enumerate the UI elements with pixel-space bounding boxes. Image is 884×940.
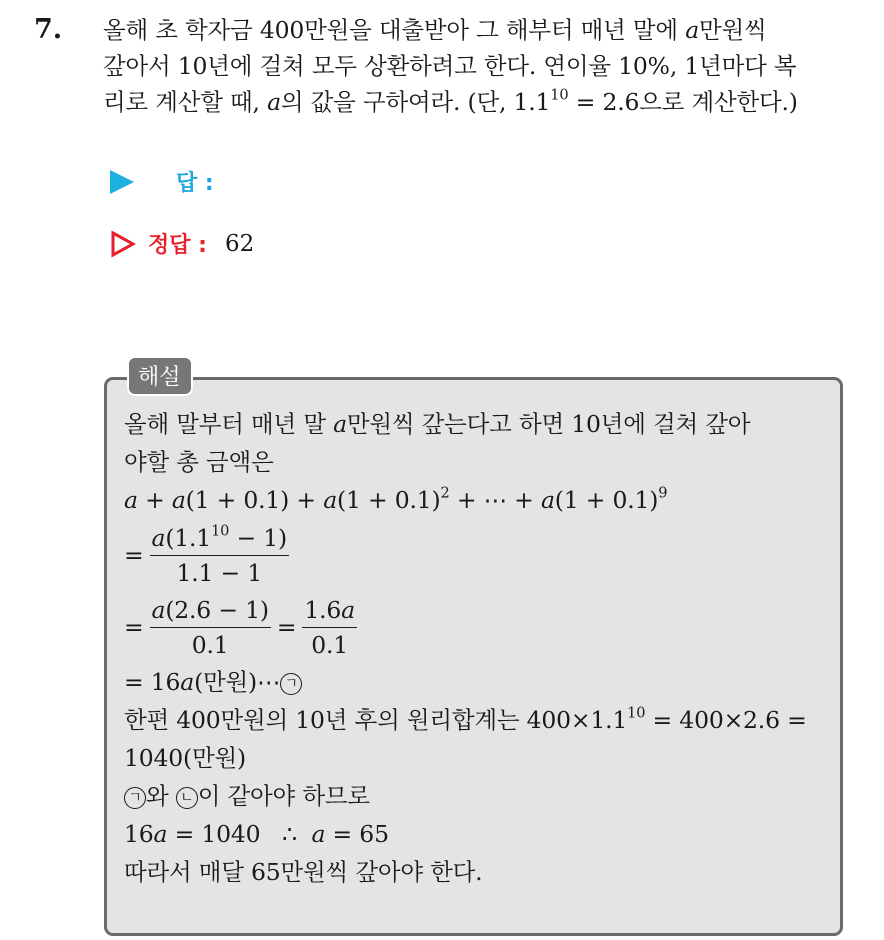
solution-line-equate	[124, 777, 834, 815]
answer-row	[110, 166, 214, 197]
solution-line-total: 1040(만원)	[124, 744, 246, 772]
fraction-step-2	[124, 591, 834, 663]
fraction	[150, 523, 289, 588]
exponent: 9	[658, 484, 668, 502]
fraction-numerator	[150, 595, 271, 628]
question-line-1-suffix: 만원씩	[699, 16, 767, 44]
math-text: +	[137, 486, 172, 514]
math-text: (1 + 0.1)	[337, 486, 441, 514]
question-text	[103, 12, 873, 120]
solution-line-1	[124, 405, 834, 443]
variable-a: a	[153, 820, 168, 848]
question-line-2: 갚아서 10년에 걸쳐 모두 상환하려고 한다. 연이율 10%, 1년마다 복	[103, 52, 797, 80]
variable-a: a	[341, 595, 355, 624]
correct-answer-value: 62	[224, 230, 255, 257]
solution-text: 이 같아야 하므로	[197, 782, 370, 810]
solution-line-result	[124, 663, 834, 701]
exponent: 10	[211, 522, 230, 540]
answer-label: 답 :	[176, 171, 214, 196]
variable-a: a	[540, 486, 555, 514]
fraction-denominator: 0.1	[191, 630, 229, 659]
question-number: 7.	[34, 14, 63, 45]
question-line-3-mid: 의 값을 구하여라. (단, 1.1	[280, 88, 551, 116]
equals-sign: =	[276, 613, 297, 641]
fraction-numerator	[302, 595, 357, 628]
series-expression	[124, 481, 834, 519]
correct-answer-row	[110, 228, 254, 259]
solution-tag: 해설	[127, 356, 193, 396]
solution-line-2: 야할 총 금액은	[124, 448, 274, 476]
solution-content	[124, 405, 834, 891]
correct-answer-label: 정답 :	[148, 233, 207, 258]
question-line-3-suffix: = 2.6으로 계산한다.)	[568, 88, 798, 116]
variable-a: a	[685, 16, 700, 44]
question-line-1	[103, 12, 873, 48]
variable-a: a	[124, 486, 138, 514]
math-text: (1 + 0.1) +	[185, 486, 324, 514]
exponent: 2	[440, 484, 450, 502]
math-text: = 16	[124, 668, 181, 696]
fraction-denominator: 1.1 − 1	[176, 558, 263, 587]
solution-conclusion: 따라서 매달 65만원씩 갚아야 한다.	[124, 858, 483, 886]
circled-mark-nieun: ㄴ	[176, 787, 198, 809]
play-triangle-icon	[110, 170, 134, 194]
fraction-step-1	[124, 519, 834, 591]
math-text: 16	[124, 820, 154, 848]
variable-a: a	[267, 88, 281, 116]
variable-a: a	[151, 523, 166, 552]
solution-text: 올해 말부터 매년 말	[124, 410, 334, 438]
solution-text: 한편 400만원의 10년 후의 원리합계는 400×1.1	[124, 706, 628, 734]
fraction-denominator: 0.1	[311, 630, 348, 659]
question-line-3	[103, 84, 873, 120]
math-text: + ⋯ +	[449, 486, 541, 514]
exponent: 10	[550, 86, 569, 104]
outline-triangle-icon	[110, 230, 136, 258]
variable-a: a	[151, 595, 166, 624]
variable-a: a	[311, 820, 326, 848]
math-text: (1 + 0.1)	[554, 486, 659, 514]
math-text: (1.1	[165, 523, 212, 552]
fraction-numerator	[150, 523, 289, 556]
math-text: (만원)⋯	[194, 668, 281, 696]
variable-a: a	[323, 486, 337, 514]
math-text: = 1040 ∴	[167, 820, 312, 848]
exponent: 10	[627, 704, 646, 722]
question-line-1-text: 올해 초 학자금 400만원을 대출받아 그 해부터 매년 말에	[103, 16, 686, 44]
math-text: 1.6	[304, 595, 342, 624]
math-text: − 1)	[229, 523, 287, 552]
math-text: (2.6 − 1)	[165, 595, 269, 624]
circled-mark-giyeok: ㄱ	[280, 673, 302, 695]
solution-line-compound	[124, 701, 834, 739]
variable-a: a	[333, 410, 347, 438]
equals-sign: =	[124, 613, 144, 641]
equals-sign: =	[124, 541, 144, 569]
circled-mark-giyeok: ㄱ	[124, 787, 146, 809]
solution-text: 만원씩 갚는다고 하면 10년에 걸쳐 갚아	[346, 410, 751, 438]
variable-a: a	[180, 668, 195, 696]
variable-a: a	[171, 486, 186, 514]
solution-text: = 400×2.6 =	[645, 706, 807, 734]
fraction	[150, 595, 271, 660]
math-text: = 65	[325, 820, 389, 848]
question-line-3-text: 리로 계산할 때,	[103, 88, 268, 116]
solution-text: 와	[146, 782, 176, 810]
solution-line-equation	[124, 815, 834, 853]
fraction	[302, 595, 357, 660]
